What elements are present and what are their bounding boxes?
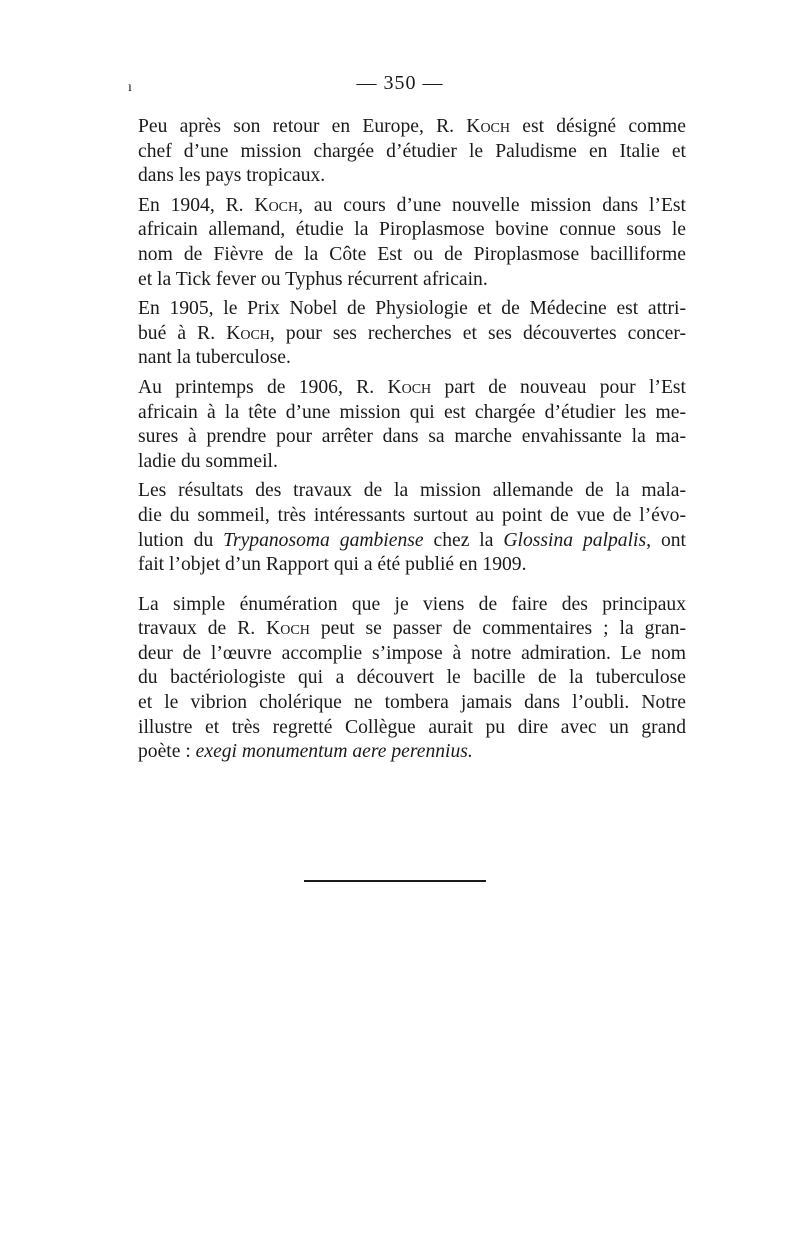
small-caps-name: Koch <box>226 322 270 344</box>
text-line: travaux de R. Koch peut se passer de commentaires ; la gran- <box>138 618 686 640</box>
small-caps-name: Koch <box>266 618 310 640</box>
text-line: et le vibrion cholérique ne tombera jamais dans l’oubli. Notre <box>138 692 686 714</box>
text-line: africain à la tête d’une mission qui est chargée d’étudier les me- <box>138 401 686 423</box>
text-line: bué à R. Koch, pour ses recherches et ses découvertes concer- <box>138 322 686 344</box>
text-line: La simple énumération que je viens de faire des principaux <box>138 593 686 615</box>
text-line: dans les pays tropicaux. <box>138 165 326 187</box>
text-line: deur de l’œuvre accomplie s’impose à notre admiration. Le nom <box>138 642 686 664</box>
italic-term: Trypanosoma gambiense <box>223 529 424 551</box>
stray-mark: ı <box>128 80 132 95</box>
text-line: die du sommeil, très intéressants surtout au point de vue de l’évo- <box>138 504 686 526</box>
text-line: et la Tick fever ou Typhus récurrent africain. <box>138 268 488 290</box>
text-line: fait l’objet d’un Rapport qui a été publié en 1909. <box>138 554 527 576</box>
body-text <box>138 115 686 770</box>
text-line: poète : exegi monumentum aere perennius. <box>138 741 473 763</box>
small-caps-name: Koch <box>387 376 432 398</box>
page-number: — 350 — <box>356 72 444 94</box>
text-line: ladie du sommeil. <box>138 450 278 472</box>
italic-term: Glossina palpalis, <box>503 529 652 551</box>
text-line: chef d’une mission chargée d’étudier le Paludisme en Italie et <box>138 140 686 162</box>
text-line: illustre et très regretté Collègue aurait pu dire avec un grand <box>138 716 686 738</box>
text-line: Au printemps de 1906, R. Koch part de nouveau pour l’Est <box>138 376 686 398</box>
paragraph <box>138 115 686 189</box>
text-line: lution du Trypanosoma gambiense chez la Glossina palpalis, ont <box>138 529 686 551</box>
text-line: En 1904, R. Koch, au cours d’une nouvelle mission dans l’Est <box>138 194 686 216</box>
text-line: nant la tuberculose. <box>138 347 291 369</box>
paragraph <box>138 297 686 371</box>
text-line: Peu après son retour en Europe, R. Koch est désigné comme <box>138 116 686 137</box>
small-caps-name: Koch <box>466 116 511 137</box>
small-caps-name: Koch <box>254 194 299 216</box>
paragraph <box>138 593 686 765</box>
paragraph <box>138 479 686 577</box>
text-line: africain allemand, étudie la Piroplasmose bovine connue sous le <box>138 219 686 241</box>
text-line: Les résultats des travaux de la mission allemande de la mala- <box>138 480 686 502</box>
text-line: sures à prendre pour arrêter dans sa marche envahissante la ma- <box>138 426 686 448</box>
paragraph <box>138 376 686 474</box>
paragraph <box>138 194 686 292</box>
end-rule <box>304 880 486 882</box>
text-line: du bactériologiste qui a découvert le bacille de la tuberculose <box>138 667 686 689</box>
text-line: nom de Fièvre de la Côte Est ou de Piroplasmose bacilliforme <box>138 243 686 265</box>
text-line: En 1905, le Prix Nobel de Physiologie et de Médecine est attri- <box>138 298 686 320</box>
italic-term: exegi monumentum aere perennius. <box>195 741 473 763</box>
